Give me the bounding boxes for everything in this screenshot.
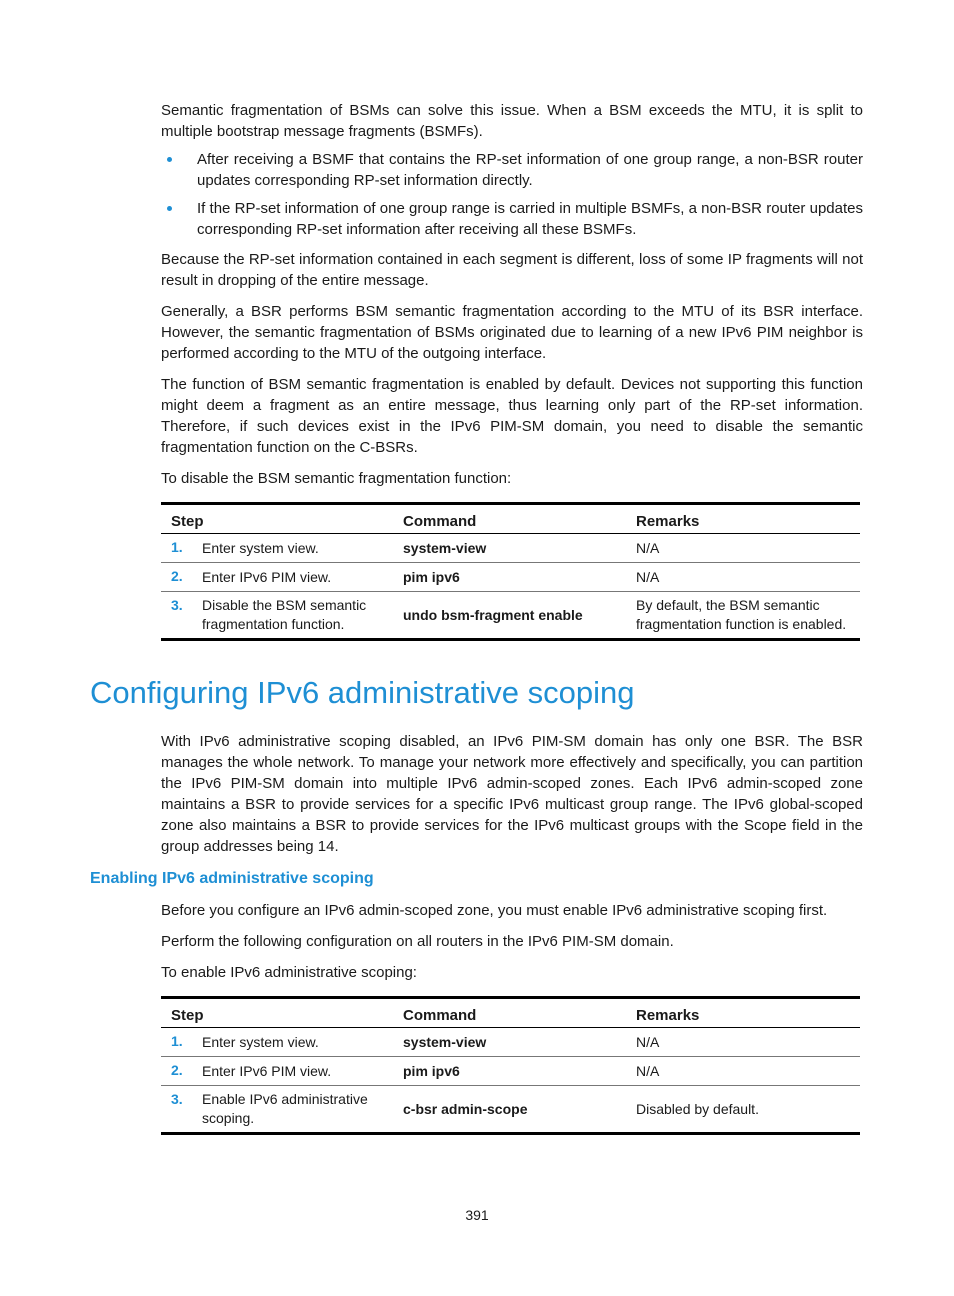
table-row [161,563,860,592]
bullet-dot-icon [167,157,172,162]
step-text: Enter system view. [202,1033,319,1050]
header-remarks: Remarks [626,504,860,534]
step-cell [161,534,393,563]
step-text: Enable IPv6 administrative scoping. [202,1091,368,1126]
remarks-cell: N/A [626,1057,860,1086]
step-number: 1. [171,1033,183,1049]
table-header-row [161,998,860,1028]
config-table-admin-scope [161,996,860,1135]
subsection-heading: Enabling IPv6 administrative scoping [90,870,374,887]
header-step: Step [161,998,393,1028]
table-row [161,1057,860,1086]
table-row [161,1086,860,1134]
intro-paragraph-4: The function of BSM semantic fragmentation is enabled by default. Devices not supporting this function might deem a fragment as an entire message, thus learning only part of the RP-set information. Therefore, if such devices exist in the IPv6 PIM-SM domain, you need to disable the semantic fragmentation function on the C-BSRs. [161,376,863,456]
step-cell [161,592,393,640]
step-cell [161,563,393,592]
step-number: 2. [171,568,183,584]
step-number: 3. [171,1091,183,1107]
remarks-cell: Disabled by default. [626,1086,860,1134]
command-cell: c-bsr admin-scope [393,1086,626,1134]
header-command: Command [393,504,626,534]
bullet-text: If the RP-set information of one group range is carried in multiple BSMFs, a non-BSR router updates corresponding RP-set information after receiving all these BSMFs. [197,200,863,238]
section-paragraph: With IPv6 administrative scoping disabled, an IPv6 PIM-SM domain has only one BSR. The BSR manages the whole network. To manage your network more effectively and specifically, you can partition the IPv6 PIM-SM domain into multiple IPv6 admin-scoped zones. Each IPv6 admin-scoped zone maintains a BSR to provide services for a specific IPv6 multicast group range. The IPv6 global-scoped zone also maintains a BSR to provide services for the IPv6 multicast groups with the Scope field in the group addresses being 14. [161,733,863,855]
remarks-cell: N/A [626,534,860,563]
config-table-bsm-fragment [161,502,860,641]
command-cell: pim ipv6 [393,563,626,592]
step-cell [161,1057,393,1086]
header-step: Step [161,504,393,534]
command-cell: pim ipv6 [393,1057,626,1086]
step-number: 3. [171,597,183,613]
step-number: 1. [171,539,183,555]
step-cell [161,1028,393,1057]
step-text: Disable the BSM semantic fragmentation function. [202,597,367,632]
intro-paragraph-2: Because the RP-set information contained in each segment is different, loss of some IP fragments will not result in dropping of the entire message. [161,251,863,289]
table-row [161,534,860,563]
bullet-item [161,198,863,240]
bullet-text: After receiving a BSMF that contains the RP-set information of one group range, a non-BSR router updates corresponding RP-set information directly. [197,151,863,189]
step-number: 2. [171,1062,183,1078]
step-text: Enter IPv6 PIM view. [202,568,332,585]
step-cell [161,1086,393,1134]
table-row [161,592,860,640]
header-remarks: Remarks [626,998,860,1028]
page-number: 391 [465,1207,489,1223]
command-cell: undo bsm-fragment enable [393,592,626,640]
subsection-paragraph-2: Perform the following configuration on all routers in the IPv6 PIM-SM domain. [161,933,674,950]
table-header-row [161,504,860,534]
command-cell: system-view [393,1028,626,1057]
subsection-paragraph-3: To enable IPv6 administrative scoping: [161,964,417,981]
section-heading: Configuring IPv6 administrative scoping [90,675,635,710]
remarks-cell: By default, the BSM semantic fragmentation function is enabled. [626,592,860,640]
subsection-paragraph-1: Before you configure an IPv6 admin-scoped zone, you must enable IPv6 administrative scoping first. [161,902,828,919]
remarks-cell: N/A [626,1028,860,1057]
command-cell: system-view [393,534,626,563]
bullet-item [161,149,863,191]
step-text: Enter system view. [202,539,319,556]
intro-paragraph-3: Generally, a BSR performs BSM semantic fragmentation according to the MTU of its BSR interface. However, the semantic fragmentation of BSMs originated due to learning of a new IPv6 PIM neighbor is performed according to the MTU of the outgoing interface. [161,303,863,362]
intro-paragraph-1: Semantic fragmentation of BSMs can solve this issue. When a BSM exceeds the MTU, it is split to multiple bootstrap message fragments (BSMFs). [161,102,863,140]
bullet-dot-icon [167,206,172,211]
header-command: Command [393,998,626,1028]
remarks-cell: N/A [626,563,860,592]
intro-paragraph-5: To disable the BSM semantic fragmentation function: [161,470,512,487]
step-text: Enter IPv6 PIM view. [202,1062,332,1079]
table-row [161,1028,860,1057]
